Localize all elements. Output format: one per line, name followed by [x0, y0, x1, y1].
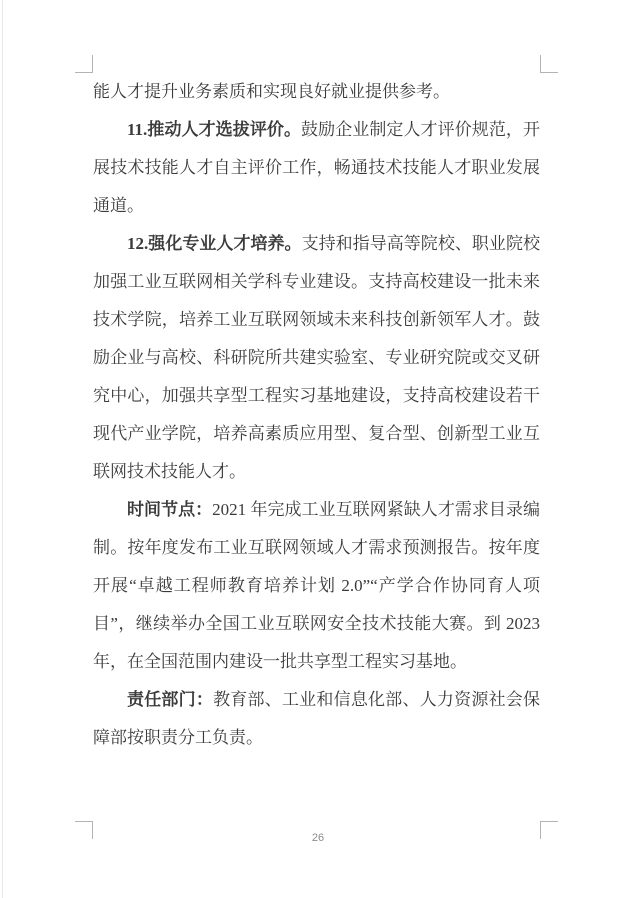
paragraph: [93, 681, 540, 757]
paragraph-text: 2021 年完成工业互联网紧缺人才需求目录编制。按年度发布工业互联网领域人才需求预测报告。按年度开展“卓越工程师教育培养计划 2.0”“产学合作协同育人项目”，继续举办全国工业互联网安全技术技能大赛。到 2023 年，在全国范围内建设一批共享型工程实习基地。: [93, 500, 541, 671]
paragraph: [93, 225, 540, 491]
document-content[interactable]: [93, 73, 540, 757]
paragraph: [93, 491, 540, 681]
paragraph-text: 支持和指导高等院校、职业院校加强工业互联网相关学科专业建设。支持高校建设一批未来技术学院，培养工业互联网领域未来科技创新领军人才。鼓励企业与高校、科研院所共建实验室、专业研究院或交叉研究中心，加强共享型工程实习基地建设，支持高校建设若干现代产业学院，培养高素质应用型、复合型、创新型工业互联网技术技能人才。: [93, 234, 541, 481]
paragraph-lead-bold: 责任部门：: [127, 690, 214, 709]
text-boundary-mark-top-right: [540, 55, 558, 73]
page-footer: [0, 828, 636, 846]
paragraph-lead-bold: 11.推动人才选拔评价。: [127, 120, 302, 139]
text-boundary-mark-top-left: [75, 55, 93, 73]
paragraph-text: 鼓励企业制定人才评价规范，开展技术技能人才自主评价工作，畅通技术技能人才职业发展通道。: [93, 120, 541, 215]
paragraph: [93, 73, 540, 111]
paragraph-text: 能人才提升业务素质和实现良好就业提供参考。: [93, 82, 450, 101]
paragraph: [93, 111, 540, 225]
paragraph-lead-bold: 12.强化专业人才培养。: [127, 234, 302, 253]
page-left-edge: [2, 0, 3, 898]
page-number: 26: [311, 832, 325, 844]
paragraph-text: 教育部、工业和信息化部、人力资源社会保障部按职责分工负责。: [93, 690, 541, 747]
paragraph-lead-bold: 时间节点：: [127, 500, 213, 519]
